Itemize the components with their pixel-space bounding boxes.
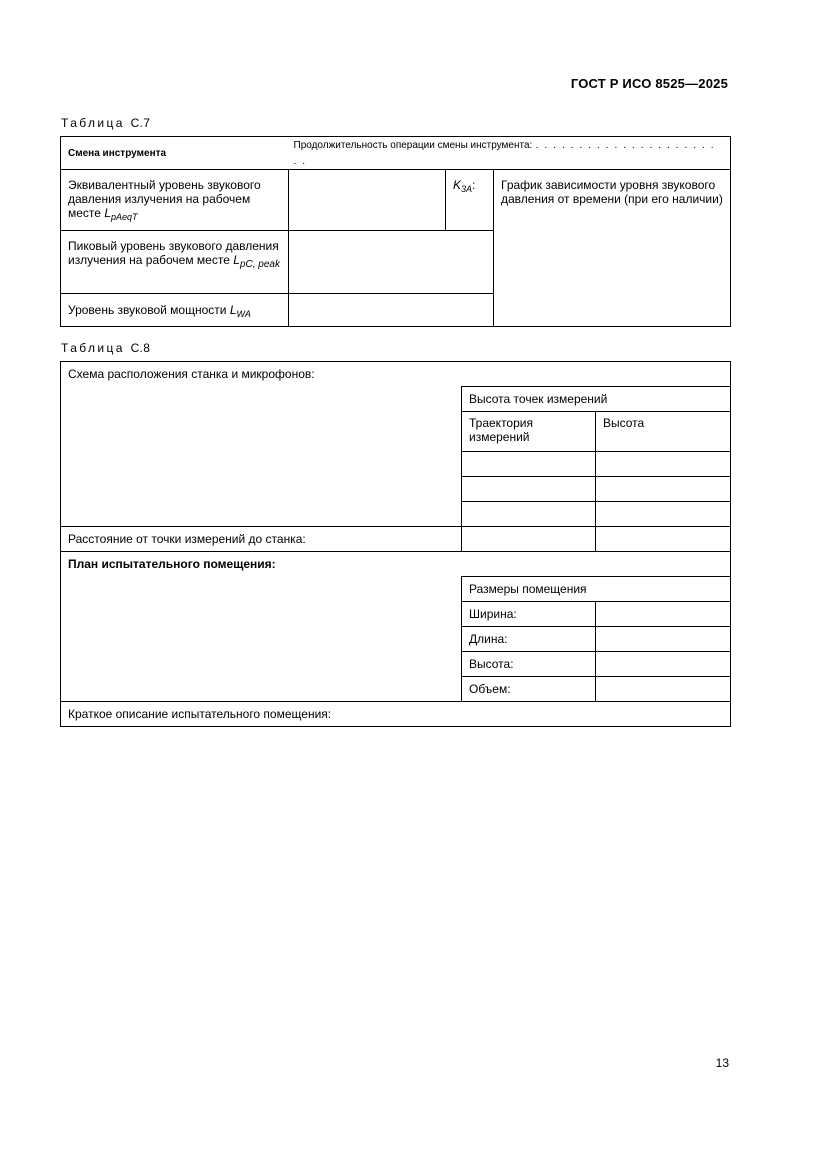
table-row [61, 527, 731, 552]
k3a-subscript: 3A [461, 184, 473, 194]
volume-label: Объем: [462, 677, 596, 702]
room-plan-label: План испытательного помещения: [61, 552, 731, 577]
leq-label-cell [61, 170, 289, 231]
table-c7-caption [61, 116, 150, 130]
table-c8 [60, 361, 731, 727]
graph-label: График зависимости уровня звукового давления от времени (при его наличии) [501, 178, 723, 206]
table-row [61, 170, 731, 231]
height-cell [596, 502, 731, 527]
peak-symbol: L [233, 253, 240, 267]
leq-symbol: L [104, 206, 111, 220]
peak-label-cell [61, 231, 289, 294]
table-row [61, 702, 731, 727]
duration-label: Продолжительность операции смены инструмента: [293, 140, 533, 151]
description-label: Краткое описание испытательного помещения: [61, 702, 731, 727]
document-code: ГОСТ Р ИСО 8525—2025 [570, 76, 728, 91]
layout-area [61, 387, 462, 527]
volume-value [596, 677, 731, 702]
power-label: Уровень звуковой мощности [68, 303, 227, 317]
peak-value-cell [289, 231, 494, 294]
leq-value-cell [289, 170, 446, 231]
table-row [61, 577, 731, 602]
distance-cell [596, 527, 731, 552]
height-cell [596, 452, 731, 477]
k3a-cell [446, 170, 494, 231]
table-c7 [60, 136, 731, 327]
table-c8-caption [61, 341, 150, 355]
trajectory-cell [462, 477, 596, 502]
width-label: Ширина: [462, 602, 596, 627]
power-symbol: L [229, 303, 237, 317]
page-number: 13 [715, 1056, 729, 1070]
length-value [596, 627, 731, 652]
k3a-suffix: : [472, 178, 476, 192]
duration-field [289, 137, 731, 170]
trajectory-cell [462, 452, 596, 477]
power-label-cell [61, 294, 289, 327]
tool-change-label: Смена инструмента [61, 137, 289, 170]
power-subscript: WA [236, 309, 251, 319]
trajectory-cell [462, 502, 596, 527]
room-height-label: Высота: [462, 652, 596, 677]
k3a-symbol: K [453, 178, 462, 192]
caption-word: Таблица [61, 341, 125, 355]
width-value [596, 602, 731, 627]
room-height-value [596, 652, 731, 677]
leq-subscript: pAeqT [111, 212, 138, 222]
caption-number: С.7 [130, 116, 151, 130]
caption-word: Таблица [61, 116, 125, 130]
power-value-cell [289, 294, 494, 327]
height-cell [596, 477, 731, 502]
leq-label: Эквивалентный уровень звукового давления излучения на рабочем месте [68, 178, 261, 220]
peak-subscript: pC, peak [239, 259, 280, 270]
table-row [61, 387, 731, 412]
caption-number: С.8 [130, 341, 151, 355]
layout-label: Схема расположения станка и микрофонов: [61, 362, 731, 387]
heights-header: Высота точек измерений [462, 387, 731, 412]
distance-cell [462, 527, 596, 552]
table-row [61, 552, 731, 577]
duration-dots: . . . . . . . . . . . . . . . . . . . . . . . [293, 140, 716, 167]
distance-label: Расстояние от точки измерений до станка: [61, 527, 462, 552]
table-row [61, 362, 731, 387]
room-dims-header: Размеры помещения [462, 577, 731, 602]
room-plan-area [61, 577, 462, 702]
table-row [61, 137, 731, 170]
peak-label: Пиковый уровень звукового давления излучения на рабочем месте [68, 239, 279, 267]
trajectory-header: Траектория измерений [462, 412, 596, 452]
graph-cell [494, 170, 731, 327]
length-label: Длина: [462, 627, 596, 652]
height-header: Высота [596, 412, 731, 452]
